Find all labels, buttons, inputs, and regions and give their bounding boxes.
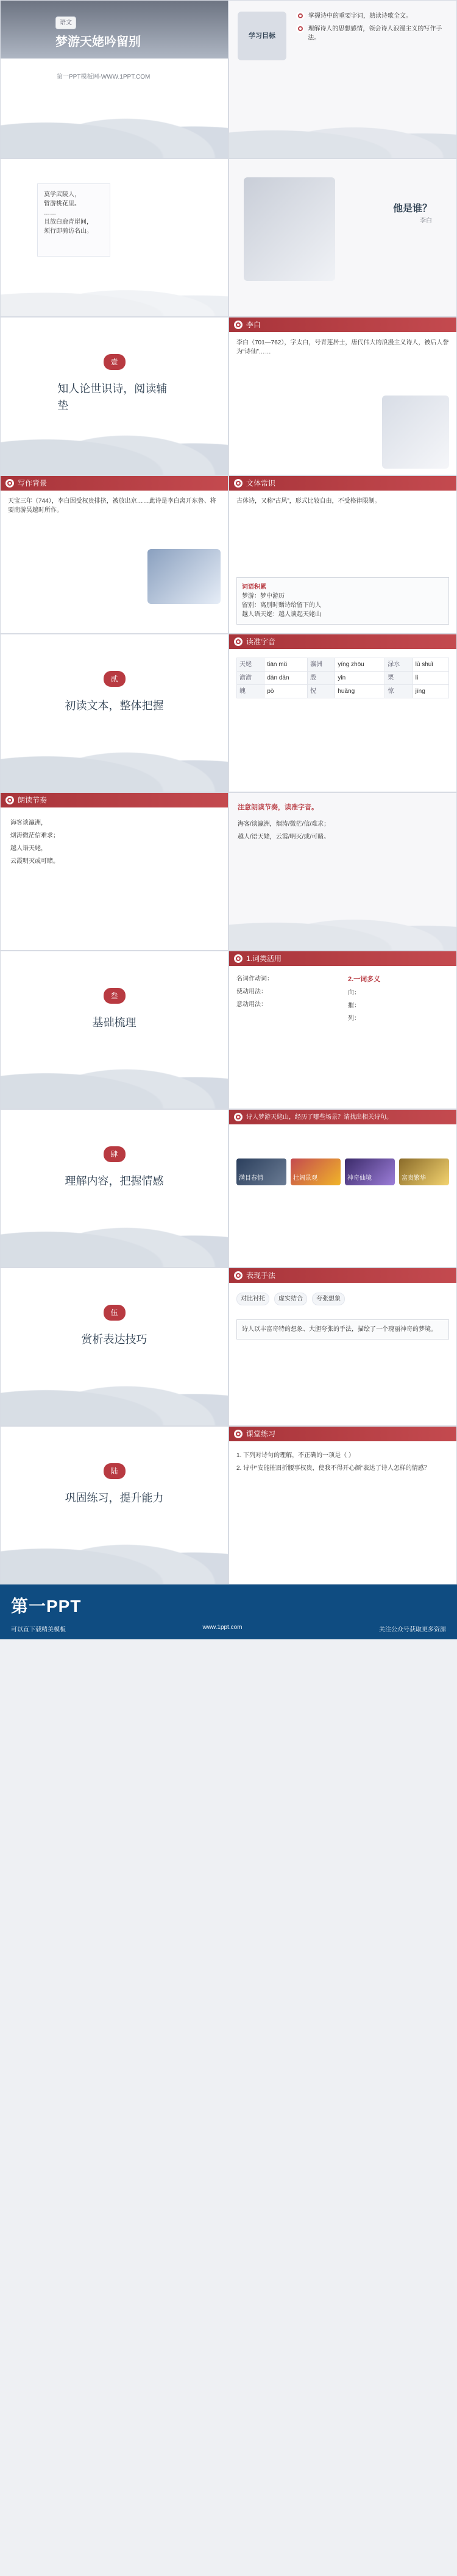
pron-word: 怳 xyxy=(308,685,335,698)
mountain-decoration xyxy=(1,280,228,316)
poem-line: 须行即骑访名山。 xyxy=(44,228,93,235)
book-icon xyxy=(5,479,14,488)
technique-chip: 虚实结合 xyxy=(274,1293,307,1305)
reading-line: 云霞明灭或可睹。 xyxy=(10,858,59,865)
pron-word: 澹澹 xyxy=(237,672,264,685)
basis-left-tag: 1.词类活用 xyxy=(246,954,282,963)
background-image xyxy=(147,549,221,604)
poem-line: 且放白鹿青崖间， xyxy=(44,219,93,225)
slide-section-3 xyxy=(0,951,228,1109)
pencil-icon xyxy=(234,1430,243,1438)
tip-item: 留别：离别时赠诗给留下的人 xyxy=(242,602,321,609)
poem-line: 莫学武陵人， xyxy=(44,191,80,198)
pron-word: 瀛洲 xyxy=(308,658,335,672)
tip-item: 梦游：梦中游历 xyxy=(242,593,285,600)
pronunciation-row xyxy=(237,658,449,672)
background-header xyxy=(1,476,228,491)
who-question: 他是谁？ xyxy=(392,204,432,214)
reading-header xyxy=(1,793,228,807)
techniques-chips xyxy=(236,1293,449,1305)
slide-pronunciation xyxy=(228,634,457,792)
tile-sun xyxy=(291,1158,341,1185)
section-badge: 陆 xyxy=(103,1463,125,1479)
section-badge: 贰 xyxy=(103,671,125,687)
techniques-header xyxy=(229,1268,456,1283)
section-badge: 肆 xyxy=(103,1146,125,1162)
basis-item: 名词作动词： xyxy=(236,976,273,982)
author-summary: 李白（701—762），字太白，号青莲居士，唐代伟大的浪漫主义诗人，被后人誉为“诗仙”…… xyxy=(236,339,449,355)
slide-reading-left xyxy=(0,792,228,951)
slide-techniques xyxy=(228,1268,457,1426)
tip-item: 越人语天姥：越人谈起天姥山 xyxy=(242,611,321,618)
section-title: 理解内容，把握情感 xyxy=(65,1175,164,1187)
genre-text: 古体诗，又称“古风”，形式比较自由，不受格律限制。 xyxy=(236,498,381,505)
techniques-note: 诗人以丰富奇特的想象、大胆夸张的手法，描绘了一个瑰丽神奇的梦境。 xyxy=(236,1319,449,1339)
pronunciation-header xyxy=(229,634,456,649)
reading-right-title: 注意朗读节奏，读准字音。 xyxy=(238,804,318,811)
cover-badge: 语文 xyxy=(55,16,76,29)
slide-section-5 xyxy=(0,1268,228,1426)
basis-item: 向： xyxy=(348,989,360,996)
cover-brand: 第一PPT模板网-WWW.1PPT.COM xyxy=(57,74,151,80)
pron-word: 渌水 xyxy=(385,658,413,672)
basis-item: 使动用法： xyxy=(236,988,267,995)
tile-label: 满目春情 xyxy=(239,1175,263,1182)
practice-question: 1. 下列对诗句的理解，不正确的一项是（ ） xyxy=(236,1452,355,1459)
reading-line: 越人语天姥， xyxy=(10,845,47,852)
footer-right-note: 关注公众号获取更多资源 xyxy=(379,1627,446,1633)
basis-right-tag: 2.一词多义 xyxy=(348,976,381,983)
goal-1: 掌握诗中的重要字词，熟读诗歌全文。 xyxy=(308,13,412,20)
pron-word: 栗 xyxy=(385,672,413,685)
pron-pinyin: pò xyxy=(264,685,308,698)
pron-pinyin: dàn dàn xyxy=(264,672,308,685)
basis-item: 列： xyxy=(348,1015,360,1022)
section-title: 知人论世识诗，阅读辅垫 xyxy=(57,383,168,411)
pron-pinyin: yíng zhōu xyxy=(335,658,385,672)
tile-fairy xyxy=(345,1158,395,1185)
poem-line: …… xyxy=(44,210,56,216)
pronunciation-tag: 读准字音 xyxy=(246,637,276,646)
slide-goals xyxy=(228,0,457,158)
mountain-decoration xyxy=(229,115,456,158)
slide-content xyxy=(228,1109,457,1268)
pron-word: 天姥 xyxy=(237,658,264,672)
footer-url: www.1ppt.com xyxy=(202,1624,243,1631)
pron-pinyin: tiān mǔ xyxy=(264,658,308,672)
section-badge: 伍 xyxy=(103,1305,125,1321)
pron-pinyin: huǎng xyxy=(335,685,385,698)
genre-tag: 文体常识 xyxy=(246,479,276,488)
tile-wealth xyxy=(399,1158,449,1185)
mountain-decoration xyxy=(1,737,228,792)
reading-line: 海客谈瀛洲， xyxy=(10,820,47,826)
slide-reading-right xyxy=(228,792,457,951)
mountain-decoration xyxy=(1,1529,228,1584)
mountain-decoration xyxy=(1,1212,228,1267)
content-question: 诗人梦游天姥山，经历了哪些场景？请找出相关诗句。 xyxy=(246,1113,392,1121)
info-icon xyxy=(234,479,243,488)
section-title: 初读文本，整体把握 xyxy=(65,700,164,712)
who-answer: 李白 xyxy=(420,218,432,224)
slide-practice xyxy=(228,1426,457,1584)
poem-line: 暂游桃花里。 xyxy=(44,200,80,207)
background-tag: 写作背景 xyxy=(18,479,48,488)
target-icon xyxy=(296,12,305,20)
mountain-decoration xyxy=(1,103,228,158)
tips-tag: 词语积累 xyxy=(242,584,266,591)
tile-label: 神奇仙境 xyxy=(347,1175,372,1182)
mountain-decoration xyxy=(1,1371,228,1425)
sound-icon xyxy=(234,637,243,646)
basis-item: 意动用法： xyxy=(236,1001,267,1008)
slide-poem-intro xyxy=(0,158,228,317)
section-title: 基础梳理 xyxy=(92,1017,136,1029)
slide-author xyxy=(228,317,457,475)
list-icon xyxy=(234,954,243,963)
practice-header xyxy=(229,1427,456,1441)
genre-header xyxy=(229,476,456,491)
content-header xyxy=(229,1110,456,1124)
genre-box xyxy=(236,577,449,625)
reading-rhythm: 海客/谈瀛洲，烟涛/微茫/信/难求； xyxy=(238,821,330,828)
pronunciation-row xyxy=(237,685,449,698)
slide-cover xyxy=(0,0,228,158)
pron-pinyin: jīng xyxy=(413,685,448,698)
technique-chip: 夸张想象 xyxy=(312,1293,345,1305)
pron-word: 惊 xyxy=(385,685,413,698)
tile-label: 壮阔景观 xyxy=(293,1175,317,1182)
pron-word: 殷 xyxy=(308,672,335,685)
section-title: 赏析表达技巧 xyxy=(81,1333,147,1346)
basis-item: 摧： xyxy=(348,1002,360,1009)
section-badge: 壹 xyxy=(103,354,125,370)
sparkle-icon xyxy=(234,1271,243,1280)
mountain-decoration xyxy=(1,1054,228,1109)
pronunciation-row xyxy=(237,672,449,685)
tile-spring xyxy=(236,1158,286,1185)
mountain-decoration xyxy=(229,907,456,950)
pron-pinyin: lù shuǐ xyxy=(413,658,448,672)
footer-brand: 第一PPT xyxy=(11,1597,82,1616)
slide-background xyxy=(0,475,228,634)
goal-2: 理解诗人的思想感情，领会诗人浪漫主义的写作手法。 xyxy=(308,26,442,41)
user-icon xyxy=(234,321,243,329)
author-image xyxy=(382,396,449,469)
pronunciation-table xyxy=(236,658,449,698)
basis-header xyxy=(229,951,456,966)
reading-icon xyxy=(5,796,14,804)
question-icon xyxy=(234,1113,243,1121)
slide-who xyxy=(228,158,457,317)
pron-word: 魄 xyxy=(237,685,264,698)
practice-question: 2. 诗中“安能摧眉折腰事权贵，使我不得开心颜”表达了诗人怎样的情感？ xyxy=(236,1465,430,1472)
reading-title: 朗读节奏 xyxy=(18,796,48,804)
content-tiles xyxy=(236,1158,449,1185)
author-name: 李白 xyxy=(246,321,261,329)
footer-left-note: 可以直下载精美模板 xyxy=(11,1627,66,1633)
pron-pinyin: yǐn xyxy=(335,672,385,685)
slide-basis xyxy=(228,951,457,1109)
slide-genre xyxy=(228,475,457,634)
target-icon xyxy=(296,24,304,33)
footer xyxy=(0,1584,457,1639)
slide-section-1 xyxy=(0,317,228,475)
footer-meta xyxy=(11,1624,446,1633)
pron-pinyin: lì xyxy=(413,672,448,685)
author-header xyxy=(229,318,456,332)
portrait xyxy=(244,177,335,281)
reading-rhythm: 越人/语天姥，云霞/明灭/或/可睹。 xyxy=(238,834,330,840)
slide-section-2 xyxy=(0,634,228,792)
slide-section-6 xyxy=(0,1426,228,1584)
section-badge: 叁 xyxy=(103,988,125,1004)
tile-label: 富贵繁华 xyxy=(402,1175,426,1182)
cover-title: 梦游天姥吟留别 xyxy=(55,35,141,49)
poem-card xyxy=(37,183,110,257)
technique-chip: 对比衬托 xyxy=(236,1293,269,1305)
reading-line: 烟涛微茫信难求； xyxy=(10,832,59,839)
pronunciation-table-wrap xyxy=(236,658,449,698)
background-text: 天宝三年（744），李白因受权贵排挤，被放出京……此诗是李白离开东鲁、将要南游吴越时所作。 xyxy=(8,498,216,514)
goals-stamp: 学习目标 xyxy=(238,12,286,60)
section-title: 巩固练习，提升能力 xyxy=(65,1492,164,1504)
slide-section-4 xyxy=(0,1109,228,1268)
techniques-tag: 表现手法 xyxy=(246,1271,276,1280)
mountain-decoration xyxy=(1,420,228,475)
practice-tag: 课堂练习 xyxy=(246,1430,276,1438)
